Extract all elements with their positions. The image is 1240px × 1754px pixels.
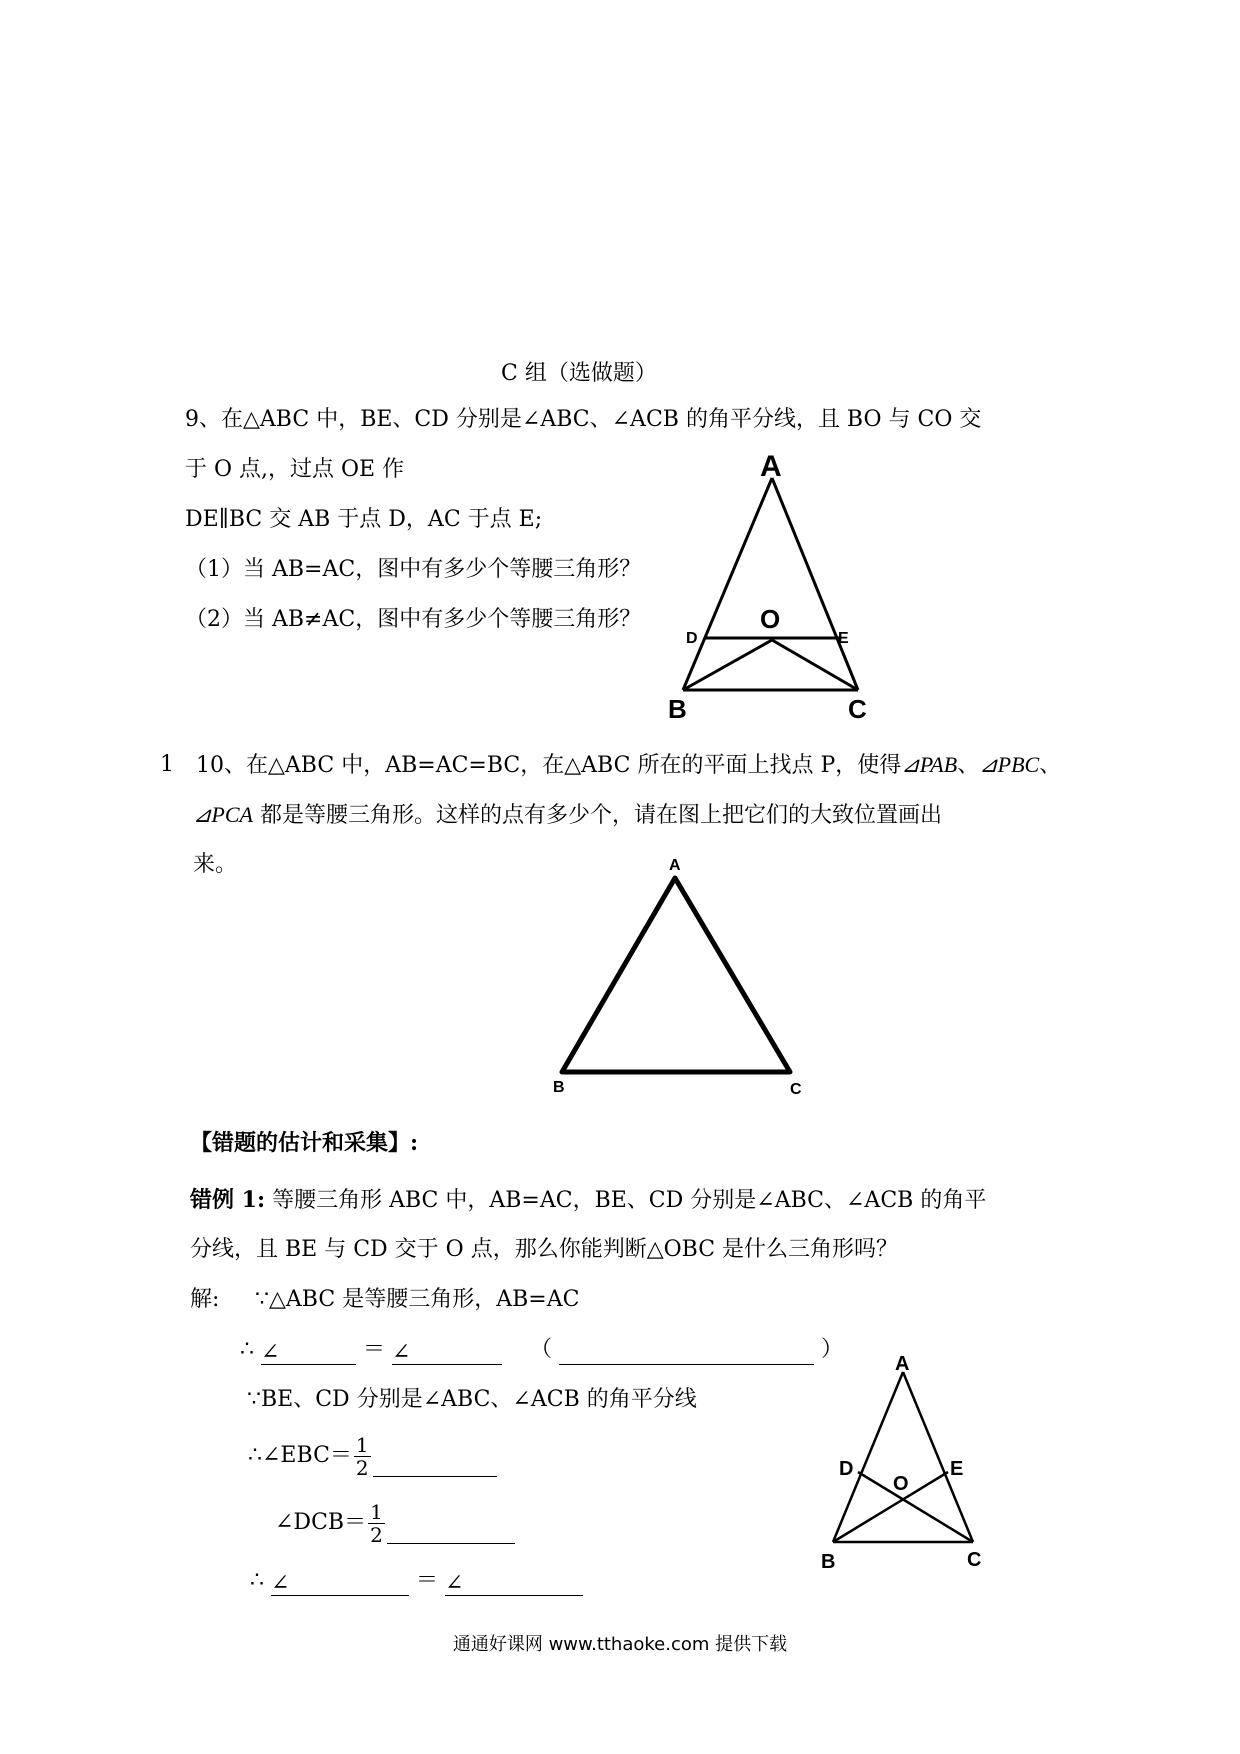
section-title: C 组（选做题） [501,361,657,386]
q9-sub2: （2）当 AB≠AC，图中有多少个等腰三角形？ [185,607,642,632]
blank-angle-1[interactable] [261,1338,356,1365]
paren-close: ） [821,1337,844,1362]
q10-line3: 来。 [193,852,238,877]
q9-sub1: （1）当 AB=AC，图中有多少个等腰三角形？ [185,557,642,582]
ex-label-b: B [821,1551,836,1573]
ex-label-c: C [967,1549,982,1571]
q9-side-ac [772,478,858,690]
q10-label-a: A [669,857,681,874]
paren-open: （ [530,1337,553,1362]
ex-label-o: O [893,1473,909,1495]
step4-frac-num: 1 [370,1499,383,1524]
error-section-heading: 【错题的估计和采集】: [190,1130,419,1156]
blank-step3[interactable] [373,1450,497,1477]
step4-prefix: ∠DCB＝ [275,1510,367,1535]
q9-label-o: O [760,604,781,634]
ex-label-e: E [950,1458,964,1480]
page-footer: 通通好课网 www.tthaoke.com 提供下载 [452,1634,788,1655]
q9-side-ab [683,478,772,690]
q9-segment-bo [683,640,772,690]
step4-frac-den: 2 [370,1522,383,1547]
q10-label-b: B [553,1079,565,1096]
ex-side-ab [833,1372,903,1542]
step2: ∵BE、CD 分别是∠ABC、∠ACB 的角平分线 [247,1387,697,1412]
step4-fraction [368,1501,385,1546]
step5-therefore: ∴ [250,1568,264,1593]
blank-step5-angle-2-symbol: ∠ [445,1571,464,1596]
q10-line1 [196,750,1061,781]
example-line1 [190,1185,986,1216]
blank-reason[interactable] [559,1338,814,1365]
q10-sep2: 、 [1039,753,1062,778]
q10-tri-pca: ⊿PCA [193,802,253,827]
ex-segment-be [833,1472,948,1542]
q10-line2 [193,800,942,831]
blank-step4[interactable] [387,1517,515,1544]
step3-prefix: ∴∠EBC＝ [248,1443,352,1468]
ex-side-ac [903,1372,973,1542]
q10-triangle [562,878,790,1072]
q10-sep1: 、 [957,753,980,778]
step1-equals: ＝ [363,1337,386,1362]
q9-line1: 9、在△ABC 中，BE、CD 分别是∠ABC、∠ACB 的角平分线，且 BO 与 CO 交 [185,407,982,432]
q10-tri-pab: ⊿PAB [901,752,958,777]
step3-frac-num: 1 [355,1432,369,1457]
solution-line1: ∵△ABC 是等腰三角形，AB=AC [255,1287,580,1312]
blank-angle-1-symbol: ∠ [261,1340,280,1365]
step3-fraction [354,1434,371,1479]
step3-frac-den: 2 [355,1455,369,1480]
q10-margin-number: 1 [160,752,174,777]
q10-label-c: C [790,1081,802,1098]
step5-equals: ＝ [416,1568,439,1593]
q9-label-c: C [848,694,867,724]
blank-angle-2-symbol: ∠ [392,1340,411,1365]
ex-segment-cd [858,1472,973,1542]
q10-line2-text: 都是等腰三角形。这样的点有多少个，请在图上把它们的大致位置画出 [252,803,942,828]
q10-line1-text: 10、在△ABC 中，AB=AC=BC，在△ABC 所在的平面上找点 P，使得 [196,753,902,778]
example-line2: 分线，且 BE 与 CD 交于 O 点，那么你能判断△OBC 是什么三角形吗？ [190,1237,899,1262]
blank-step5-angle-2[interactable] [445,1569,583,1596]
step3-row [248,1430,497,1482]
q9-label-a: A [760,450,782,483]
example-line1-text: 等腰三角形 ABC 中，AB=AC，BE、CD 分别是∠ABC、∠ACB 的角平 [265,1188,987,1213]
example-label: 错例 1: [190,1187,266,1213]
blank-step5-angle-1-symbol: ∠ [271,1571,290,1596]
blank-step5-angle-1[interactable] [271,1569,409,1596]
ex-label-a: A [895,1353,910,1375]
q10-tri-pbc: ⊿PBC [979,752,1040,777]
q9-label-b: B [668,694,687,724]
q9-label-d: D [686,630,698,647]
step1-therefore: ∴ [240,1337,254,1362]
q9-line3: DE∥BC 交 AB 于点 D，AC 于点 E; [185,507,543,532]
step4-row [275,1497,515,1549]
q9-label-e: E [838,630,849,647]
step5-row [250,1566,583,1596]
q9-segment-co [772,640,858,690]
step1-row [240,1335,843,1365]
q9-line2: 于 O 点,，过点 OE 作 [185,457,405,482]
ex-label-d: D [839,1458,854,1480]
solution-label: 解: [190,1287,220,1312]
blank-angle-2[interactable] [392,1338,502,1365]
